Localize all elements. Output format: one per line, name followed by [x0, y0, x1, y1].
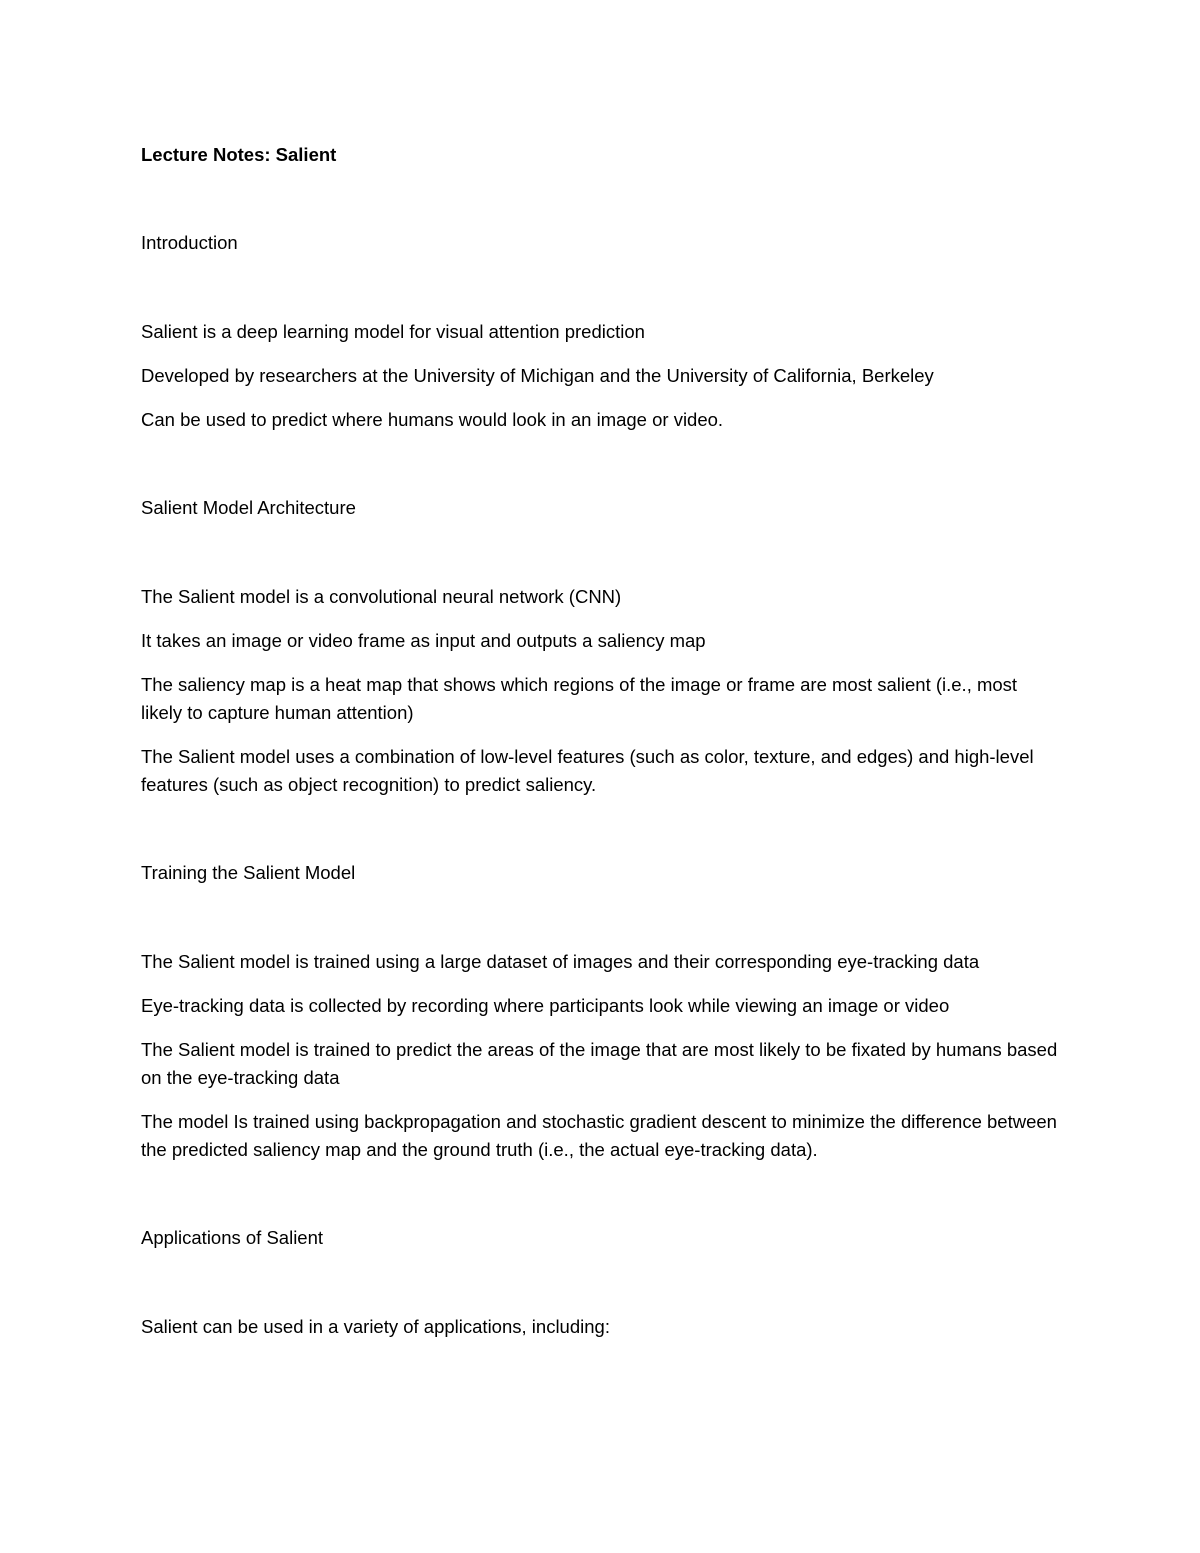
- paragraph: The Salient model is trained to predict the areas of the image that are most likely to be fixated by humans based on the eye-tracking data: [141, 1039, 1058, 1088]
- paragraph: Developed by researchers at the University of Michigan and the University of California, Berkeley: [141, 365, 934, 386]
- paragraph: The model Is trained using backpropagation and stochastic gradient descent to minimize the difference between the predicted saliency map and the ground truth (i.e., the actual eye-tracking data).: [141, 1111, 1057, 1160]
- paragraph: It takes an image or video frame as input and outputs a saliency map: [141, 630, 706, 651]
- paragraph: The Salient model is trained using a large dataset of images and their corresponding eye-tracking data: [141, 951, 980, 972]
- paragraph: Eye-tracking data is collected by recording where participants look while viewing an image or video: [141, 995, 950, 1016]
- section-heading-training: Training the Salient Model: [141, 862, 356, 883]
- section-heading-architecture: Salient Model Architecture: [141, 497, 356, 518]
- paragraph: Salient is a deep learning model for visual attention prediction: [141, 321, 645, 342]
- paragraph: The saliency map is a heat map that shows which regions of the image or frame are most salient (i.e., most likely to capture human attention): [141, 674, 1018, 723]
- document-body: [141, 141, 1061, 1357]
- paragraph: The Salient model uses a combination of low-level features (such as color, texture, and edges) and high-level features (such as object recognition) to predict saliency.: [141, 746, 1034, 795]
- section-heading-introduction: Introduction: [141, 232, 238, 253]
- paragraph: Salient can be used in a variety of applications, including:: [141, 1316, 610, 1337]
- paragraph: Can be used to predict where humans would look in an image or video.: [141, 409, 724, 430]
- section-heading-applications: Applications of Salient: [141, 1227, 324, 1248]
- paragraph: The Salient model is a convolutional neural network (CNN): [141, 586, 622, 607]
- document-title: Lecture Notes: Salient: [141, 144, 337, 165]
